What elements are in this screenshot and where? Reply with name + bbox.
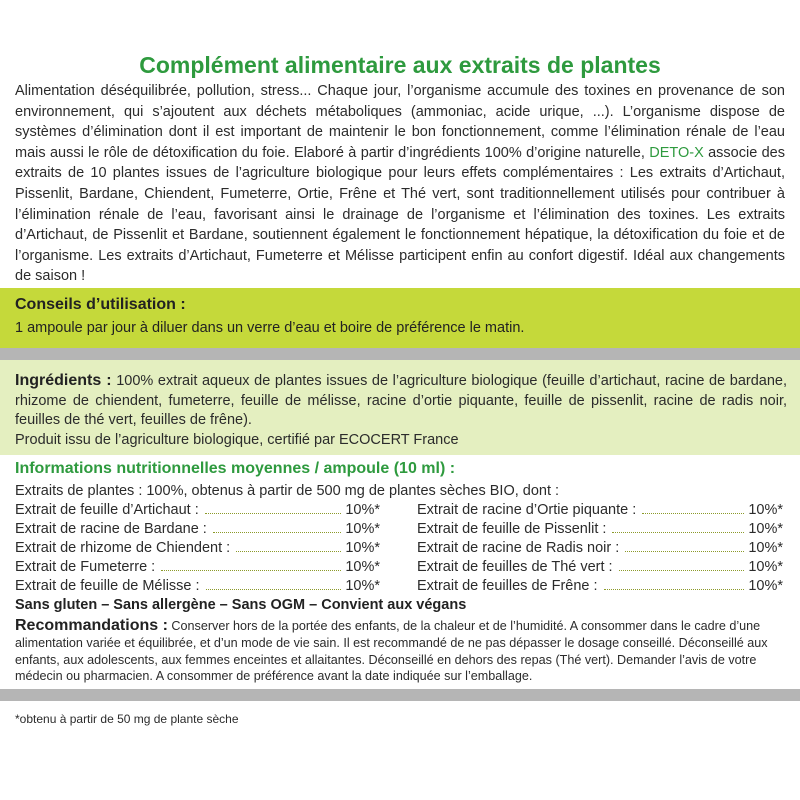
list-item — [417, 578, 783, 597]
list-item — [417, 521, 783, 540]
footnote: *obtenu à partir de 50 mg de plante sèche — [15, 712, 239, 726]
list-item — [15, 502, 380, 521]
item-value: 10%* — [748, 521, 783, 537]
item-value: 10%* — [345, 540, 380, 556]
ingredients-label: Ingrédients : — [15, 372, 112, 389]
item-name: Extrait de feuilles de Frêne : — [417, 578, 598, 594]
dot-leader — [236, 551, 341, 552]
item-value: 10%* — [345, 559, 380, 575]
dot-leader — [625, 551, 744, 552]
usage-title: Conseils d’utilisation : — [15, 296, 186, 313]
list-item — [417, 502, 783, 521]
item-name: Extrait de feuille de Pissenlit : — [417, 521, 607, 537]
item-name: Extrait de rhizome de Chiendent : — [15, 540, 231, 556]
intro-paragraph — [15, 81, 785, 287]
item-value: 10%* — [345, 578, 380, 594]
dot-leader — [161, 570, 341, 571]
item-value: 10%* — [748, 502, 783, 518]
separator-bar — [0, 689, 800, 701]
item-value: 10%* — [345, 521, 380, 537]
ingredients-text: 100% extrait aqueux de plantes issues de l’agriculture biologique (feuille d’artichaut, racine de bardane, rhizome de chiendent, fumeterre, feuille de mélisse, racine d’ortie piquante, feuille de pissenlit, racine de radis noir, feuilles de thé vert, feuilles de frêne). — [15, 373, 788, 428]
list-item — [417, 540, 783, 559]
list-item — [15, 559, 380, 578]
separator-bar — [0, 348, 800, 360]
dietary-tags: Sans gluten – Sans allergène – Sans OGM – Convient aux végans — [15, 597, 467, 613]
page-title: Complément alimentaire aux extraits de plantes — [139, 52, 661, 78]
nutrition-list-right — [417, 502, 783, 597]
dot-leader — [213, 532, 341, 533]
item-name: Extrait de feuilles de Thé vert : — [417, 559, 613, 575]
recommendations-text: Conserver hors de la portée des enfants, de la chaleur et de l’humidité. A consommer dans le cadre d’une alimentation variée et équilibrée, et d’un mode de vie sain. Il est recommandé de ne pas dépasser le dosage conseillé. Déconseillé aux enfants, aux adolescents, aux femmes enceintes et allaitantes. Déconseillé en dehors des repas (Thé vert). Demander l’avis de votre médecin ou pharmacien. A consommer de préférence avant la date indiquée sur l’emballage. — [15, 619, 768, 684]
dot-leader — [206, 589, 342, 590]
dot-leader — [619, 570, 745, 571]
list-item — [15, 540, 380, 559]
dot-leader — [612, 532, 744, 533]
intro-text-end: associe des extraits de 10 plantes issues de l’agriculture biologique pour leurs effets complémentaires : Les extraits d’Artichaut, Pissenlit, Bardane, Chiendent, Fumeterre, Ortie, Frêne et Thé vert, sont traditionnellement utilisés pour contribuer à l’élimination rénale de l’eau, favorisant ainsi le drainage de l’organisme et l’élimination des toxines. Les extraits d’Artichaut, de Pissenlit et Bardane, soutiennent également le fonctionnement hépatique, la détoxification du foie et de l’organisme. Les extraits d’Artichaut, Fumeterre et Mélisse participent enfin au confort digestif. Idéal aux changements de saison ! — [15, 144, 785, 285]
recommendations-block — [15, 618, 787, 685]
item-name: Extrait de Fumeterre : — [15, 559, 156, 575]
item-value: 10%* — [748, 559, 783, 575]
dot-leader — [642, 513, 744, 514]
list-item — [15, 578, 380, 597]
list-item — [15, 521, 380, 540]
recommendations-label: Recommandations : — [15, 617, 168, 634]
ingredients-block — [15, 371, 787, 450]
list-item — [417, 559, 783, 578]
item-value: 10%* — [748, 540, 783, 556]
usage-text: 1 ampoule par jour à diluer dans un verre d’eau et boire de préférence le matin. — [15, 320, 525, 336]
nutrition-list-left — [15, 502, 380, 597]
brand-name: DETO-X — [649, 144, 704, 161]
item-name: Extrait de feuille de Mélisse : — [15, 578, 200, 594]
item-name: Extrait de feuille d’Artichaut : — [15, 502, 199, 518]
item-name: Extrait de racine de Radis noir : — [417, 540, 620, 556]
certification-text: Produit issu de l’agriculture biologique, certifié par ECOCERT France — [15, 431, 459, 448]
dot-leader — [205, 513, 342, 514]
dot-leader — [604, 589, 745, 590]
item-name: Extrait de racine d’Ortie piquante : — [417, 502, 637, 518]
item-name: Extrait de racine de Bardane : — [15, 521, 207, 537]
intro-text-start: Alimentation déséquilibrée, pollution, stress... Chaque jour, l’organisme accumule des toxines en provenance de son environnement, qui s’ajoutent aux déchets métaboliques (ammoniac, acide urique, ...). L’organisme dispose de systèmes d’élimination dont il est important de maintenir le bon fonctionnement, comme l’élimination rénale de l’eau mais aussi le rôle de détoxification du foie. Elaboré à partir d’ingrédients 100% d’origine naturelle, — [15, 83, 785, 161]
item-value: 10%* — [345, 502, 380, 518]
nutrition-title: Informations nutritionnelles moyennes / ampoule (10 ml) : — [15, 460, 456, 477]
item-value: 10%* — [748, 578, 783, 594]
nutrition-intro: Extraits de plantes : 100%, obtenus à partir de 500 mg de plantes sèches BIO, dont : — [15, 483, 560, 499]
